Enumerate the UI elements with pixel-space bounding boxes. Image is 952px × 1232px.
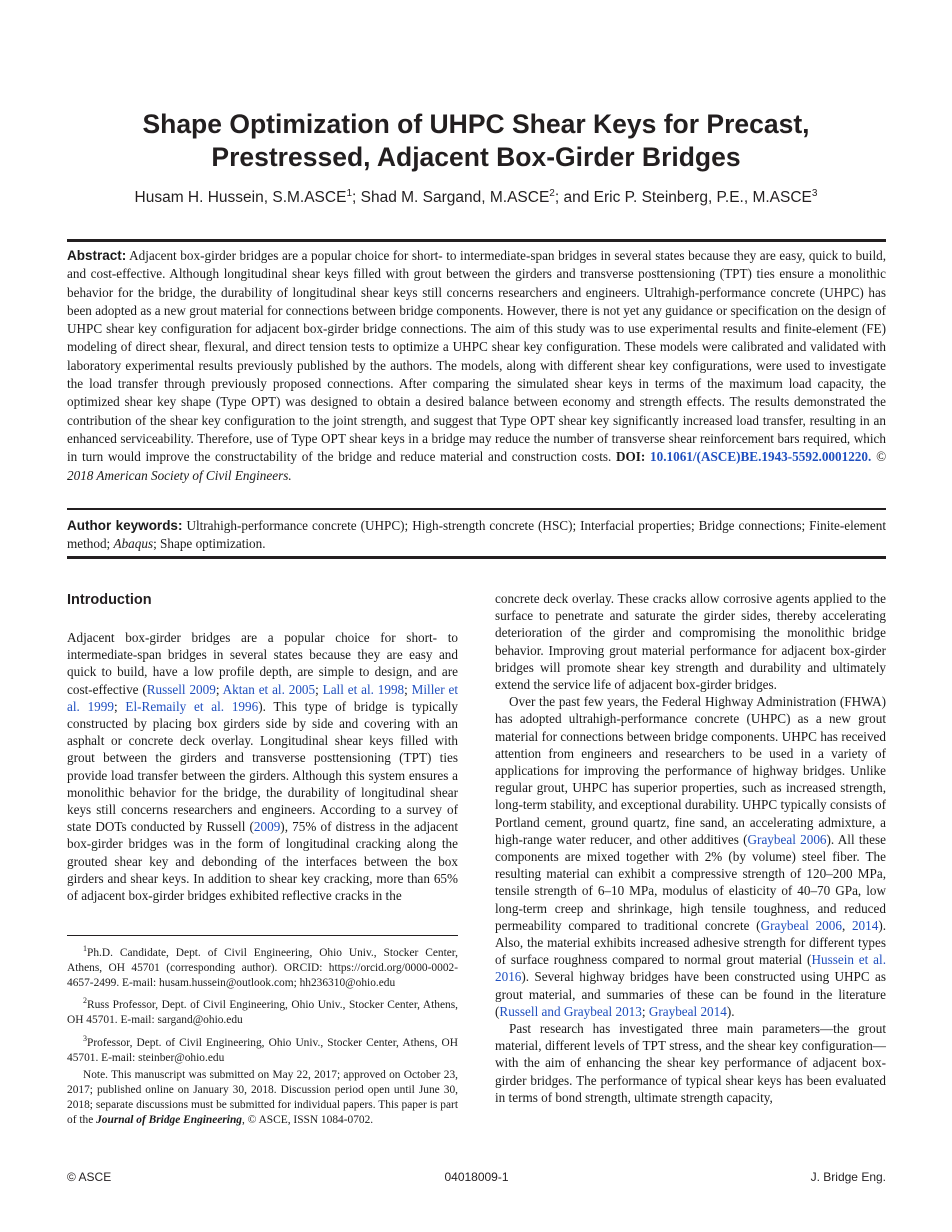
keywords-label: Author keywords: xyxy=(67,518,183,533)
manuscript-note xyxy=(67,1068,458,1129)
author-separator: ; and xyxy=(554,189,594,207)
citation-separator: ; xyxy=(404,681,412,697)
paragraph-text: ). Also, the material exhibits increased adhesive strength for different types of surface roughness compared to normal grout material ( xyxy=(495,917,887,968)
citation-link[interactable]: 2014 xyxy=(851,917,879,933)
footnote-text: Professor, Dept. of Civil Engineering, Ohio Univ., Stocker Center, Athens, OH 45701. E-mail: steinber@ohio.edu xyxy=(67,1036,458,1064)
note-text-end: , © ASCE, ISSN 1084-0702. xyxy=(242,1114,374,1127)
intro-paragraph-2: concrete deck overlay. These cracks allow corrosive agents applied to the surface to penetrate and saturate the girder sides, thereby accelerating deterioration of the girder and compromising the monolithic bridge behavior. Improving grout material performance for adjacent box-girder bridges will promote shear key strength and durability and ultimately extend the service life of adjacent box-girder bridges. xyxy=(495,591,886,693)
citation-link[interactable]: Graybeal 2006 xyxy=(747,831,827,847)
author-3-affil-marker: 3 xyxy=(811,188,818,199)
keywords-bottom-rule xyxy=(67,556,886,559)
footnote-rule xyxy=(67,935,458,936)
author-1-affil-marker: 1 xyxy=(346,188,352,199)
footnote-text: Russ Professor, Dept. of Civil Engineering, Ohio Univ., Stocker Center, Athens, OH 45701. E-mail: sargand@ohio.edu xyxy=(67,999,458,1027)
abstract xyxy=(67,247,886,485)
author-2: Shad M. Sargand, M.ASCE xyxy=(360,189,550,207)
abstract-text: Adjacent box-girder bridges are a popular choice for short- to intermediate-span bridges in several states because they are easy, quick to build, and cost-effective. Although longitudinal shear keys filled with grout between the girders and transverse posttensioning (TPT) ties ensure a monolithic behavior for the bridge, the durability of longitudinal shear keys still concerns researchers and engineers. Ultrahigh-performance concrete (UHPC) has been adopted as a new grout material for connections between bridge components. However, there is not yet any guidance or specification on the design of UHPC shear key configuration for adjacent box-girder bridge connections. The aim of this study was to use experimental results and finite-element (FE) modeling of direct shear, flexural, and direct tension tests to optimize a UHPC shear key configuration. These models were calibrated and validated with laboratory experimental results previously published by the authors. The models, along with different shear key configurations, were used to investigate the load transfer through previously proposed connections. After comparing the simulated shear keys in terms of the maximum load capacity, the optimized shear key shape (Type OPT) was designed to obtain a desired balance between economy and strength effects. The results demonstrated the contribution of the shear key configuration to the joint strength, and suggest that Type OPT shear key significantly increased load transfer, resulting in an enhanced serviceability. Therefore, use of Type OPT shear keys in a bridge may reduce the number of transverse shear reinforcement bars required, which in turn would improve the constructability of the bridge and reduce material and construction costs. xyxy=(67,248,886,465)
journal-name: Journal of Bridge Engineering xyxy=(96,1114,243,1127)
citation-link[interactable]: 2009 xyxy=(253,819,281,835)
author-keywords xyxy=(67,517,886,554)
author-1: Husam H. Hussein, S.M.ASCE xyxy=(134,189,347,207)
footnotes xyxy=(67,941,458,1131)
citation-separator: , xyxy=(841,917,852,933)
abstract-bottom-rule xyxy=(67,508,886,510)
citation-link[interactable]: Russell 2009 xyxy=(146,681,216,697)
citation-link[interactable]: El-Remaily et al. 1996 xyxy=(125,698,259,714)
paragraph-text: ). This type of bridge is typically constructed by placing box girders side by side and covering with an asphalt or concrete deck overlay. Longitudinal shear keys filled with grout between the girders and transverse posttensioning (TPT) ties provide load transfer between the girders. Although this system ensures a monolithic behavior for the bridge, the durability of longitudinal shear keys still concerns researchers and engineers. According to a survey of state DOTs conducted by Russell ( xyxy=(67,698,459,835)
footnote-marker: 1 xyxy=(83,944,87,953)
citation-link[interactable]: Miller et al. 1999 xyxy=(67,681,458,714)
intro-paragraph-3 xyxy=(495,693,886,1020)
keywords-text: Ultrahigh-performance concrete (UHPC); High-strength concrete (HSC); Interfacial properties; Bridge connections; Finite-element method; xyxy=(67,518,887,552)
doi-link[interactable]: 10.1061/(ASCE)BE.1943-5592.0001220. xyxy=(650,449,872,465)
author-2-affil-marker: 2 xyxy=(549,188,555,199)
citation-link[interactable]: Hussein et al. 2016 xyxy=(495,952,886,985)
footnote-marker: 3 xyxy=(83,1033,87,1043)
section-heading-introduction: Introduction xyxy=(67,592,152,608)
citation-separator: ; xyxy=(215,681,223,697)
footer-publisher: © ASCE xyxy=(67,1170,112,1184)
keywords-text-end: ; Shape optimization. xyxy=(153,536,266,552)
citation-separator: ; xyxy=(315,681,323,697)
footnote-2 xyxy=(67,993,458,1028)
citation-link[interactable]: Aktan et al. 2005 xyxy=(222,681,316,697)
paragraph-text: ). Several highway bridges have been constructed using UHPC as grout material, and summaries of these can be found in the literature ( xyxy=(495,969,886,1019)
paragraph-text: ). All these components are mixed together with 2% (by volume) steel fiber. The resulting material can exhibit a compressive strength of 120–200 MPa, tensile strength of 6–10 MPa, modulus of elasticity of 40–70 GPa, low long-term creep and shrinkage, high tensile toughness, and reduced permeability compared to traditional concrete ( xyxy=(495,831,886,933)
citation-link[interactable]: Russell and Graybeal 2013 xyxy=(499,1003,642,1019)
paragraph-text: Over the past few years, the Federal Highway Administration (FHWA) has adopted ultrahigh-performance concrete (UHPC) as a new grout material for connections between bridge components. UHPC has received attention from engineers and researchers to be used in a variety of applications for improving the performance of highway bridges. Unlike regular grout, UHPC has superior properties, such as increased strength, long-term stability, and exceptional durability. UHPC typically consists of Portland cement, ground quartz, fine sand, an accelerating admixture, a high-range water reducer, and other additives ( xyxy=(495,694,886,847)
author-3: Eric P. Steinberg, P.E., M.ASCE xyxy=(593,189,812,207)
citation-separator: ; xyxy=(641,1003,649,1019)
abstract-label: Abstract: xyxy=(67,248,127,263)
author-list xyxy=(40,188,912,207)
keyword-abaqus: Abaqus xyxy=(113,536,154,552)
page-footer xyxy=(67,1170,886,1186)
footnote-text: Ph.D. Candidate, Dept. of Civil Engineering, Ohio Univ., Stocker Center, Athens, OH 45701 (corresponding author). ORCID: https://orcid.org/0000-0002-4657-2499. E-mail: husam.hussein@outlook.com; hh236310@ohio.edu xyxy=(67,946,458,990)
doi-label: DOI: xyxy=(616,449,646,465)
article-title: Shape Optimization of UHPC Shear Keys for Precast, Prestressed, Adjacent Box-Girder Bridges xyxy=(142,109,810,172)
author-separator: ; xyxy=(352,189,361,207)
citation-link[interactable]: Lall et al. 1998 xyxy=(322,681,405,697)
intro-paragraph-1 xyxy=(67,629,458,904)
right-column xyxy=(495,590,886,1106)
footer-article-number: 04018009-1 xyxy=(444,1170,509,1184)
paragraph-text: ). xyxy=(726,1003,735,1019)
intro-paragraph-4: Past research has investigated three main parameters—the grout material, different levels of TPT stress, and the shear key configuration—with the aim of enhancing the shear key performance of adjacent box-girder bridges. The performance of typical shear keys has been evaluated in terms of bond strength, ultimate strength capacity, xyxy=(495,1021,886,1105)
footnote-marker: 2 xyxy=(83,996,87,1006)
footer-journal: J. Bridge Eng. xyxy=(810,1170,886,1184)
paragraph-text: Adjacent box-girder bridges are a popular choice for short- to intermediate-span bridges in several states because they are easy and quick to build, have a low profile depth, are simple to design, and are cost-effective ( xyxy=(67,630,458,697)
citation-separator: ; xyxy=(113,698,126,714)
paragraph-text: ), 75% of distress in the adjacent box-girder bridges was in the form of longitudinal cracking along the grouted shear key and debonding of the interfaces between the box girders and shear keys. In addition to shear key cracking, more than 65% of adjacent box-girder bridges exhibited reflective cracks in the xyxy=(67,819,458,904)
footnote-1 xyxy=(67,941,458,991)
copyright-notice: © 2018 American Society of Civil Engineers. xyxy=(67,449,887,483)
note-text: Note. This manuscript was submitted on May 22, 2017; approved on October 23, 2017; published online on January 30, 2018. Discussion period open until June 30, 2018; separate discussions must be submitted for individual papers. This paper is part of the xyxy=(67,1068,458,1127)
abstract-top-rule xyxy=(67,239,886,242)
footnote-3 xyxy=(67,1031,458,1066)
left-column xyxy=(67,590,458,904)
citation-link[interactable]: Graybeal 2006 xyxy=(760,917,842,933)
citation-link[interactable]: Graybeal 2014 xyxy=(648,1003,727,1019)
